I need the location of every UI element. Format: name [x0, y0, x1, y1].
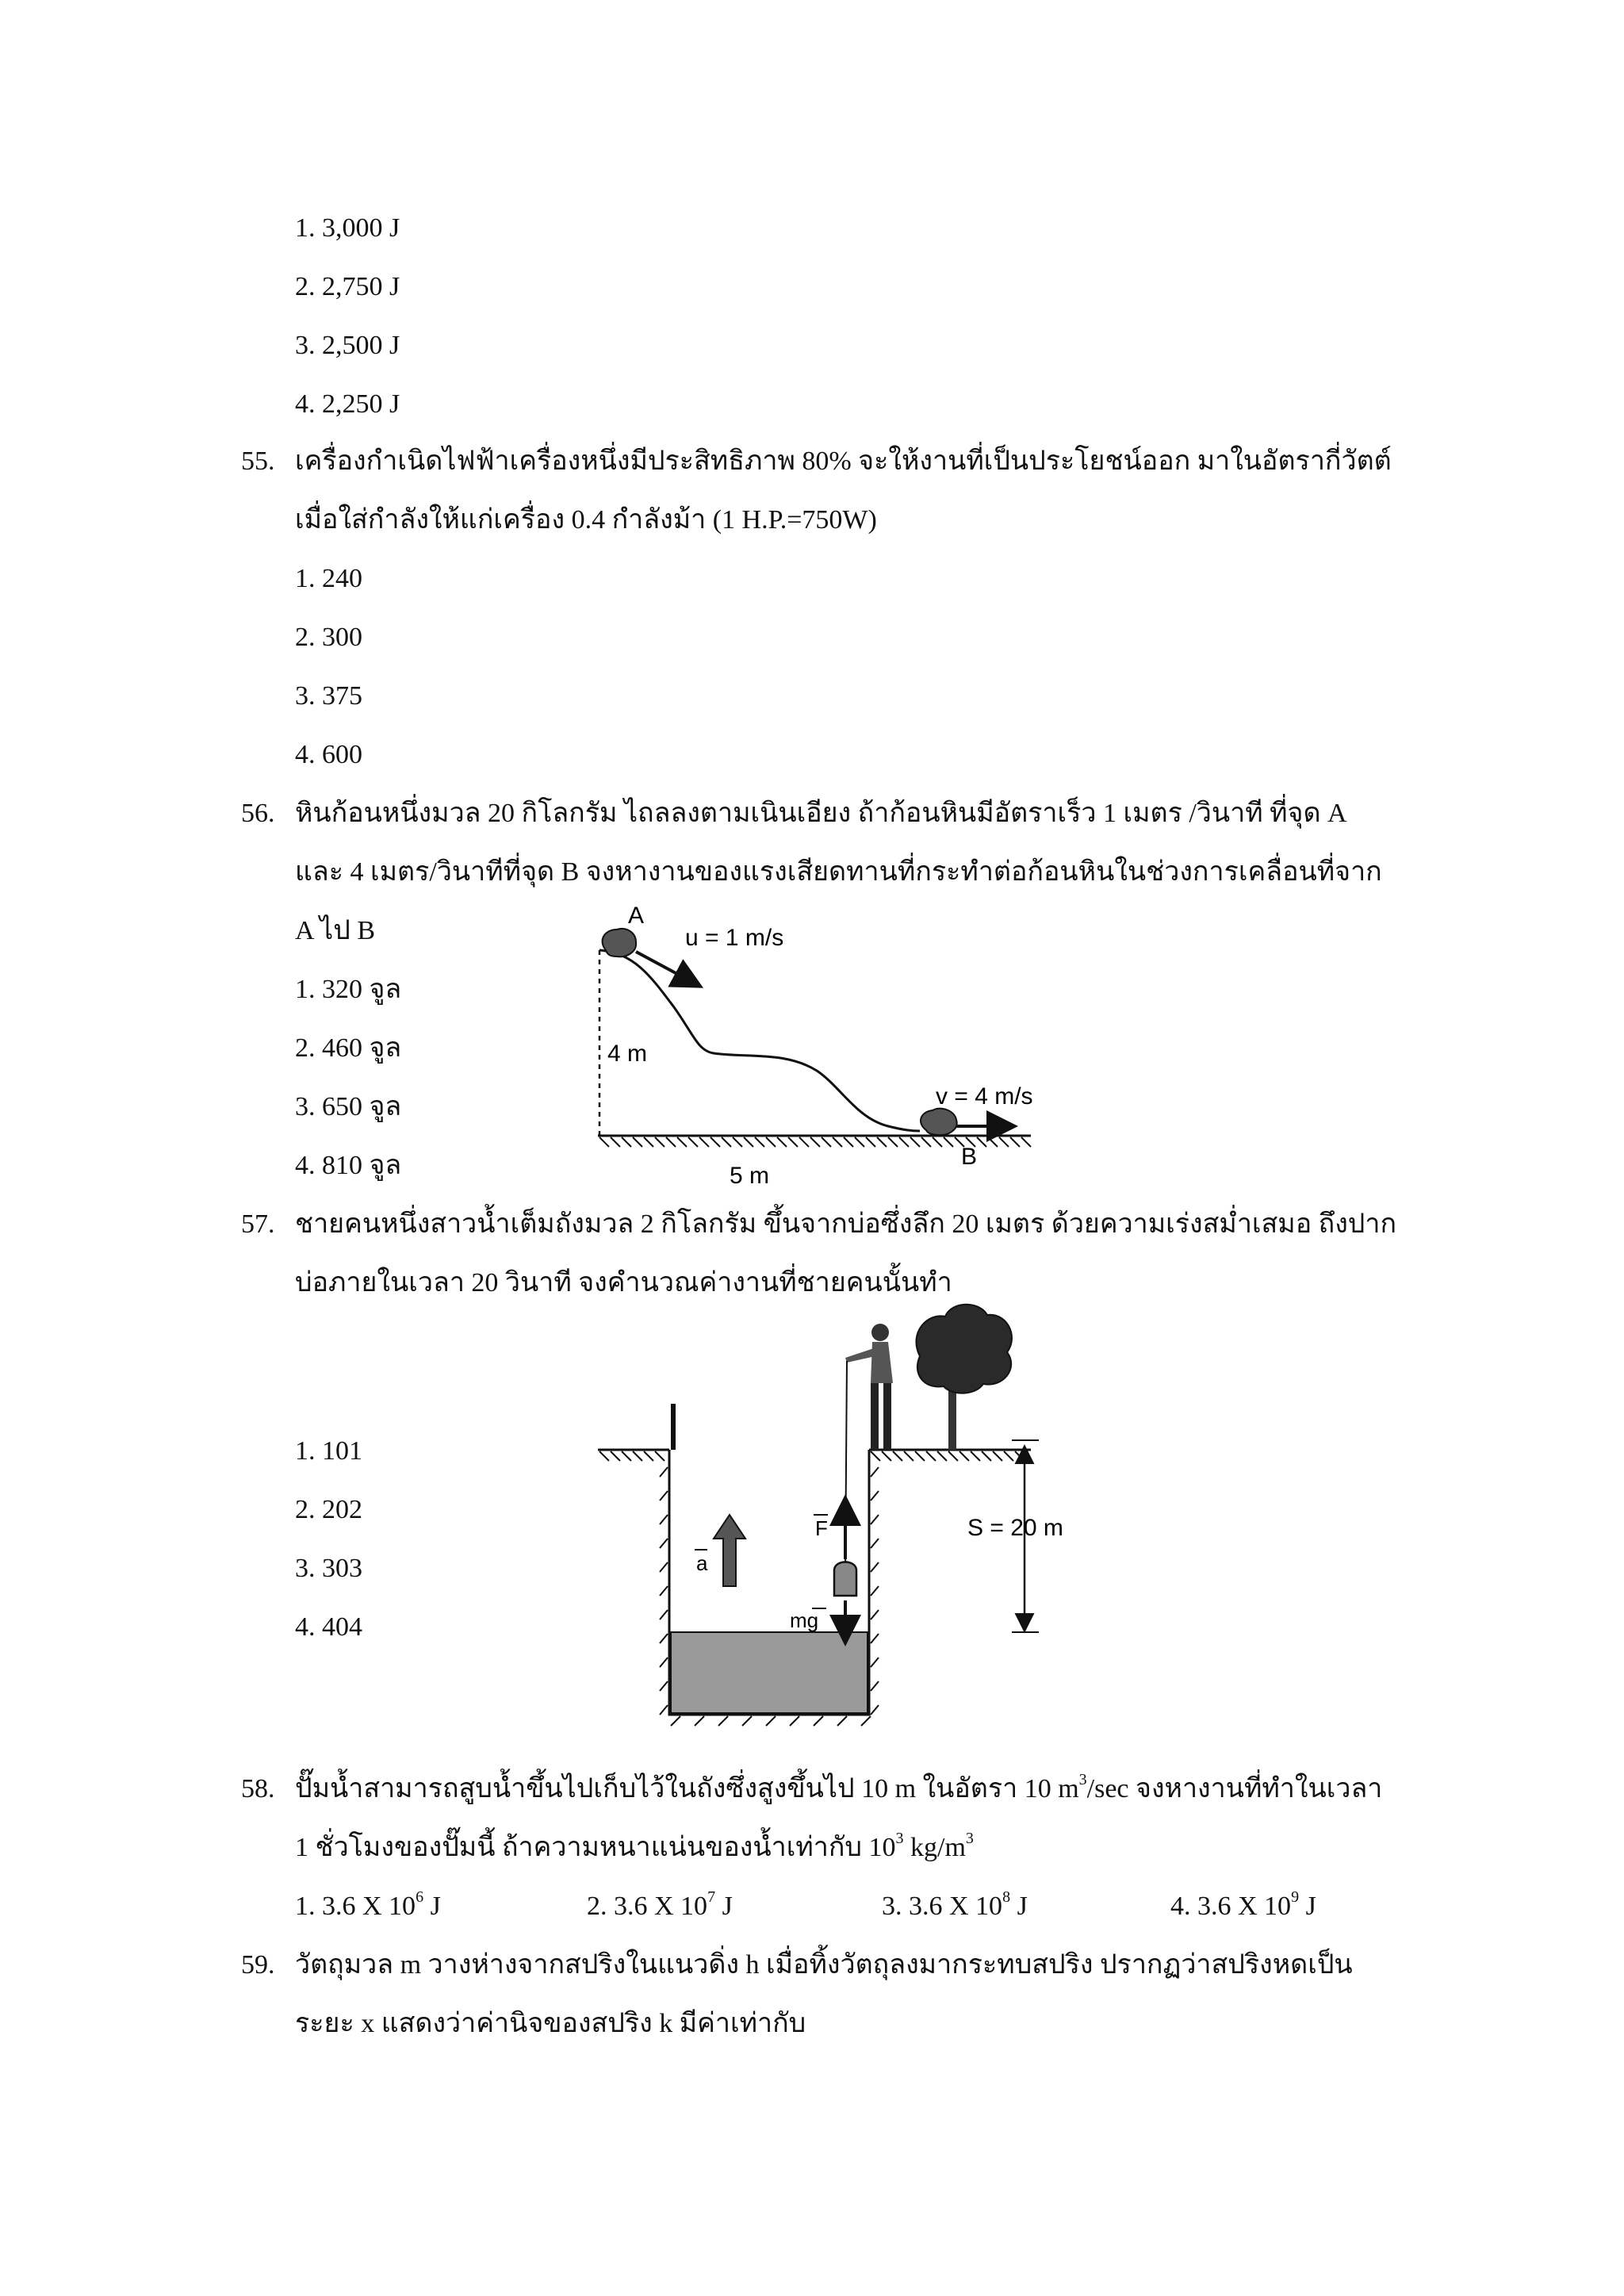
q57-number: 57.	[241, 1209, 275, 1239]
q58-line1-sup: 3	[1078, 1770, 1087, 1788]
q59-number: 59.	[241, 1950, 275, 1980]
q58-number: 58.	[241, 1774, 275, 1803]
label-height: 4 m	[607, 1041, 648, 1067]
q58-line2-sup1: 3	[895, 1829, 904, 1847]
q58-choice-1-base: 1. 3.6 X 10	[295, 1892, 416, 1921]
q58-choice-1-unit: J	[423, 1892, 441, 1921]
weight-label: mg	[790, 1608, 819, 1632]
q54-choice-2: 2. 2,750 J	[295, 272, 400, 301]
label-width: 5 m	[730, 1163, 770, 1189]
acceleration-arrow	[714, 1515, 745, 1586]
q58-choice-2-base: 2. 3.6 X 10	[587, 1892, 708, 1921]
q54-choice-4: 4. 2,250 J	[295, 389, 400, 419]
force-label: F	[815, 1516, 828, 1540]
label-v: v = 4 m/s	[936, 1083, 1033, 1110]
q58-choice-4	[1170, 1888, 1316, 1922]
tree-trunk	[948, 1388, 956, 1450]
q59-text-line2: ระยะ x แสดงว่าค่านิจของสปริง k มีค่าเท่ากับ	[295, 2009, 806, 2038]
depth-label: S = 20 m	[967, 1515, 1063, 1541]
rock-a	[603, 929, 637, 956]
q57-text-line1: ชายคนหนึ่งสาวน้ำเต็มถังมวล 2 กิโลกรัม ขึ้นจากบ่อซึ่งลึก 20 เมตร ด้วยความเร่งสม่ำเสมอ ถึงปาก	[295, 1209, 1397, 1239]
q56-text-line1: หินก้อนหนึ่งมวล 20 กิโลกรัม ไถลลงตามเนินเอียง ถ้าก้อนหินมีอัตราเร็ว 1 เมตร /วินาที ที่จุด A	[295, 799, 1347, 828]
acceleration-label: a	[696, 1551, 708, 1575]
q56-slope-figure	[587, 888, 1047, 1205]
q55-text-line2: เมื่อใส่กำลังให้แก่เครื่อง 0.4 กำลังม้า (1 H.P.=750W)	[295, 505, 877, 535]
q58-text-line2	[295, 1829, 974, 1864]
label-u: u = 1 m/s	[685, 925, 784, 951]
q58-line2-sup2: 3	[965, 1829, 974, 1847]
q59-text-line1: วัตถุมวล m วางห่างจากสปริงในแนวดิ่ง h เมื่อทิ้งวัตถุลงมากระทบสปริง ปรากฏว่าสปริงหดเป็น	[295, 1950, 1353, 1980]
q56-choice-3: 3. 650 จูล	[295, 1092, 402, 1121]
q58-line2-part-b: kg/m	[903, 1833, 966, 1862]
hill-curve	[599, 950, 920, 1131]
man-figure	[845, 1324, 893, 1450]
q58-choice-2-unit: J	[715, 1892, 733, 1921]
velocity-arrow-u	[636, 952, 698, 985]
q55-choice-4: 4. 600	[295, 740, 362, 769]
q58-line2-part-a: 1 ชั่วโมงของปั๊มนี้ ถ้าความหนาแน่นของน้ำเท่ากับ 10	[295, 1833, 896, 1862]
q58-choice-3	[882, 1888, 1028, 1922]
q58-choice-1	[295, 1888, 441, 1922]
q56-choice-2: 2. 460 จูล	[295, 1033, 402, 1063]
q58-choice-2	[587, 1888, 733, 1922]
q57-choice-4: 4. 404	[295, 1612, 362, 1642]
well-post	[671, 1404, 676, 1450]
q56-text-line3: A ไป B	[295, 916, 376, 945]
q55-choice-1: 1. 240	[295, 564, 362, 593]
q55-choice-2: 2. 300	[295, 623, 362, 652]
q57-choice-3: 3. 303	[295, 1554, 362, 1583]
ground-hatching	[599, 1451, 1025, 1461]
q57-choice-2: 2. 202	[295, 1495, 362, 1524]
q55-choice-3: 3. 375	[295, 681, 362, 711]
label-a: A	[628, 903, 645, 929]
q58-line1-part-a: ปั๊มน้ำสามารถสูบน้ำขึ้นไปเก็บไว้ในถังซึ่งสูงขึ้นไป 10 m ในอัตรา 10 m	[295, 1774, 1079, 1803]
q58-choice-3-base: 3. 3.6 X 10	[882, 1892, 1003, 1921]
q58-choice-4-base: 4. 3.6 X 10	[1170, 1892, 1292, 1921]
q57-choice-1: 1. 101	[295, 1436, 362, 1466]
tree-foliage	[916, 1305, 1012, 1393]
q56-text-line2: และ 4 เมตร/วินาทีที่จุด B จงหางานของแรงเสียดทานที่กระทำต่อก้อนหินในช่วงการเคลื่อนที่จาก	[295, 857, 1382, 887]
q56-number: 56.	[241, 799, 275, 828]
q58-choice-4-unit: J	[1299, 1892, 1316, 1921]
q56-choice-1: 1. 320 จูล	[295, 975, 402, 1004]
q56-choice-4: 4. 810 จูล	[295, 1151, 402, 1180]
q58-choice-1-exp: 6	[416, 1888, 424, 1906]
q58-choice-4-exp: 9	[1291, 1888, 1300, 1906]
q58-choice-2-exp: 7	[707, 1888, 716, 1906]
q57-text-line2: บ่อภายในเวลา 20 วินาที จงคำนวณค่างานที่ชายคนนั้นทำ	[295, 1268, 952, 1297]
q54-choice-1: 1. 3,000 J	[295, 213, 400, 243]
rock-b	[921, 1109, 957, 1135]
q58-text-line1	[295, 1770, 1383, 1805]
q58-choice-3-unit: J	[1010, 1892, 1028, 1921]
water	[671, 1632, 868, 1713]
label-b: B	[961, 1144, 978, 1170]
q58-line1-part-b: /sec จงหางานที่ทำในเวลา	[1086, 1774, 1383, 1803]
q54-choice-3: 3. 2,500 J	[295, 331, 400, 360]
q55-number: 55.	[241, 447, 275, 476]
bucket	[834, 1562, 856, 1596]
q58-choice-3-exp: 8	[1002, 1888, 1011, 1906]
q55-text-line1: เครื่องกำเนิดไฟฟ้าเครื่องหนึ่งมีประสิทธิภาพ 80% จะให้งานที่เป็นประโยชน์ออก มาในอัตรากี่วัตต์	[295, 447, 1392, 476]
q57-well-figure	[587, 1301, 1126, 1745]
